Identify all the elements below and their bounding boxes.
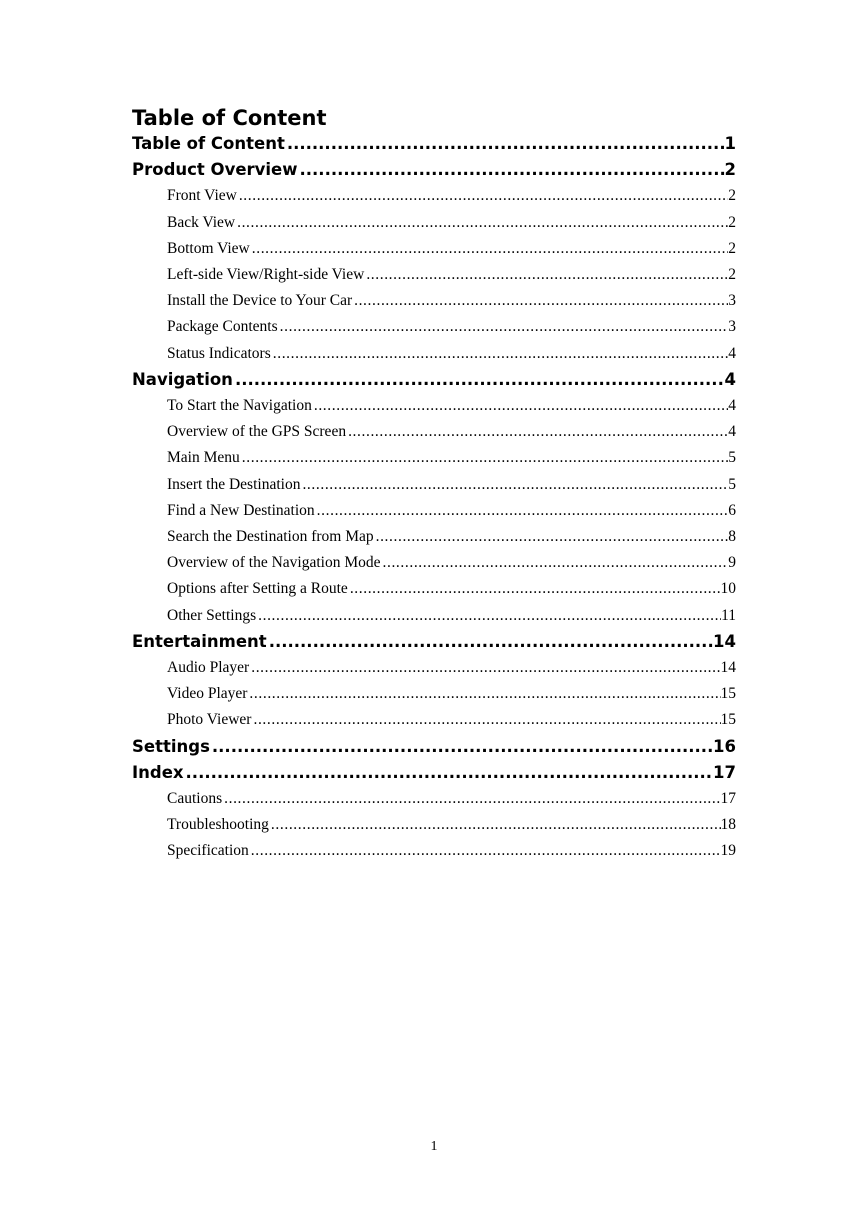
toc-entry-label: Overview of the GPS Screen [167,423,347,441]
toc-entry-page: 2 [724,160,736,180]
toc-chapter-entry[interactable] [132,629,736,655]
toc-entry-page: 3 [728,318,736,336]
toc-entry-label: Other Settings [167,606,257,624]
toc-dot-leader [300,472,728,498]
toc-entry-label: Specification [167,842,249,860]
toc-entry-page: 2 [728,187,736,205]
toc-entry-label: Package Contents [167,318,278,336]
toc-chapter-entry[interactable] [132,157,736,183]
toc-entry-page: 2 [728,239,736,257]
toc-entry-page: 17 [720,790,736,807]
toc-entry-page: 18 [720,816,736,834]
toc-dot-leader [250,236,729,262]
toc-entry-label: Entertainment [132,631,267,651]
toc-section-entry[interactable] [167,681,736,707]
toc-chapter-entry[interactable] [132,734,736,760]
toc-dot-leader [346,419,728,445]
toc-entry-label: To Start the Navigation [167,397,312,414]
toc-section-entry[interactable] [167,838,736,864]
toc-section-entry[interactable] [167,288,736,314]
toc-section-entry[interactable] [167,603,736,629]
toc-entry-page: 5 [728,475,736,493]
toc-entry-page: 14 [713,631,736,651]
toc-dot-leader [315,498,729,524]
toc-entry-label: Main Menu [167,449,240,467]
toc-entry-label: Back View [167,213,236,231]
toc-section-entry[interactable] [167,419,736,445]
toc-dot-leader [269,812,721,838]
toc-entry-label: Overview of the Navigation Mode [167,554,381,572]
toc-entry-label: Settings [132,736,210,756]
toc-entry-page: 11 [721,606,736,624]
toc-entry-label: Status Indicators [167,344,271,362]
toc-entry-label: Navigation [132,369,233,389]
toc-entry-label: Left-side View/Right-side View [167,266,365,283]
toc-section-entry[interactable] [167,236,736,262]
toc-entry-page: 4 [728,423,736,441]
toc-section-entry[interactable] [167,341,736,367]
toc-dot-leader [312,393,728,419]
toc-entry-label: Product Overview [132,160,298,180]
toc-chapter-entry[interactable] [132,131,736,157]
toc-section-entry[interactable] [167,183,736,209]
toc-dot-leader [271,341,729,367]
toc-section-entry[interactable] [167,576,736,602]
toc-section-entry[interactable] [167,707,736,733]
toc-section-entry[interactable] [167,786,736,812]
toc-dot-leader [256,603,721,629]
toc-entry-label: Search the Destination from Map [167,528,374,545]
toc-entry-label: Cautions [167,790,223,807]
toc-entry-label: Table of Content [132,134,285,153]
toc-entry-page: 1 [724,134,736,153]
toc-entry-page: 4 [724,369,736,389]
toc-section-entry[interactable] [167,524,736,550]
toc-dot-leader [235,210,728,236]
toc-entry-label: Find a New Destination [167,501,315,519]
toc-entry-page: 16 [713,736,736,756]
toc-chapter-entry[interactable] [132,760,736,786]
toc-dot-leader [249,838,721,864]
toc-dot-leader [210,734,713,760]
toc-dot-leader [364,262,728,288]
toc-entry-page: 4 [728,344,736,362]
toc-entry-label: Troubleshooting [167,816,269,834]
toc-entry-page: 14 [720,659,736,676]
toc-section-entry[interactable] [167,445,736,471]
toc-section-entry[interactable] [167,655,736,681]
toc-entry-label: Install the Device to Your Car [167,292,353,310]
toc-dot-leader [240,445,728,471]
toc-dot-leader [251,707,720,733]
toc-entry-page: 9 [728,554,736,572]
toc-dot-leader [374,524,729,550]
toc-entry-label: Audio Player [167,659,250,676]
toc-dot-leader [352,288,728,314]
toc-entry-label: Options after Setting a Route [167,580,348,598]
toc-chapter-entry[interactable] [132,367,736,393]
toc-dot-leader [285,131,725,157]
toc-section-entry[interactable] [167,314,736,340]
toc-section-entry[interactable] [167,393,736,419]
toc-entry-label: Photo Viewer [167,711,252,729]
toc-dot-leader [247,681,720,707]
toc-entry-page: 4 [728,397,736,414]
toc-section-entry[interactable] [167,210,736,236]
toc-dot-leader [237,183,728,209]
toc-dot-leader [278,314,729,340]
toc-entry-page: 2 [728,266,736,283]
toc-entry-page: 8 [728,528,736,545]
page-number: 1 [430,1139,438,1154]
toc-entry-label: Insert the Destination [167,475,301,493]
toc-entry-label: Index [132,762,184,782]
toc-dot-leader [298,157,725,183]
toc-dot-leader [249,655,720,681]
toc-section-entry[interactable] [167,498,736,524]
toc-dot-leader [267,629,713,655]
toc-section-entry[interactable] [167,472,736,498]
toc-entry-page: 19 [720,842,736,860]
toc-entry-page: 3 [728,292,736,310]
toc-entry-page: 5 [728,449,736,467]
page-title: Table of Content [132,106,327,130]
toc-entry-label: Bottom View [167,239,250,257]
toc-section-entry[interactable] [167,812,736,838]
toc-dot-leader [348,576,721,602]
toc-dot-leader [222,786,720,812]
toc-entry-page: 6 [728,501,736,519]
toc-entry-label: Video Player [167,685,248,703]
toc-entry-page: 10 [720,580,736,598]
toc-dot-leader [233,367,725,393]
toc-entry-label: Front View [167,187,237,205]
toc-entry-page: 15 [720,685,736,703]
toc-entry-page: 15 [720,711,736,729]
toc-entry-page: 17 [713,762,736,782]
toc-section-entry[interactable] [167,550,736,576]
toc-dot-leader [381,550,729,576]
toc-section-entry[interactable] [167,262,736,288]
toc-dot-leader [184,760,714,786]
toc-entry-page: 2 [728,213,736,231]
